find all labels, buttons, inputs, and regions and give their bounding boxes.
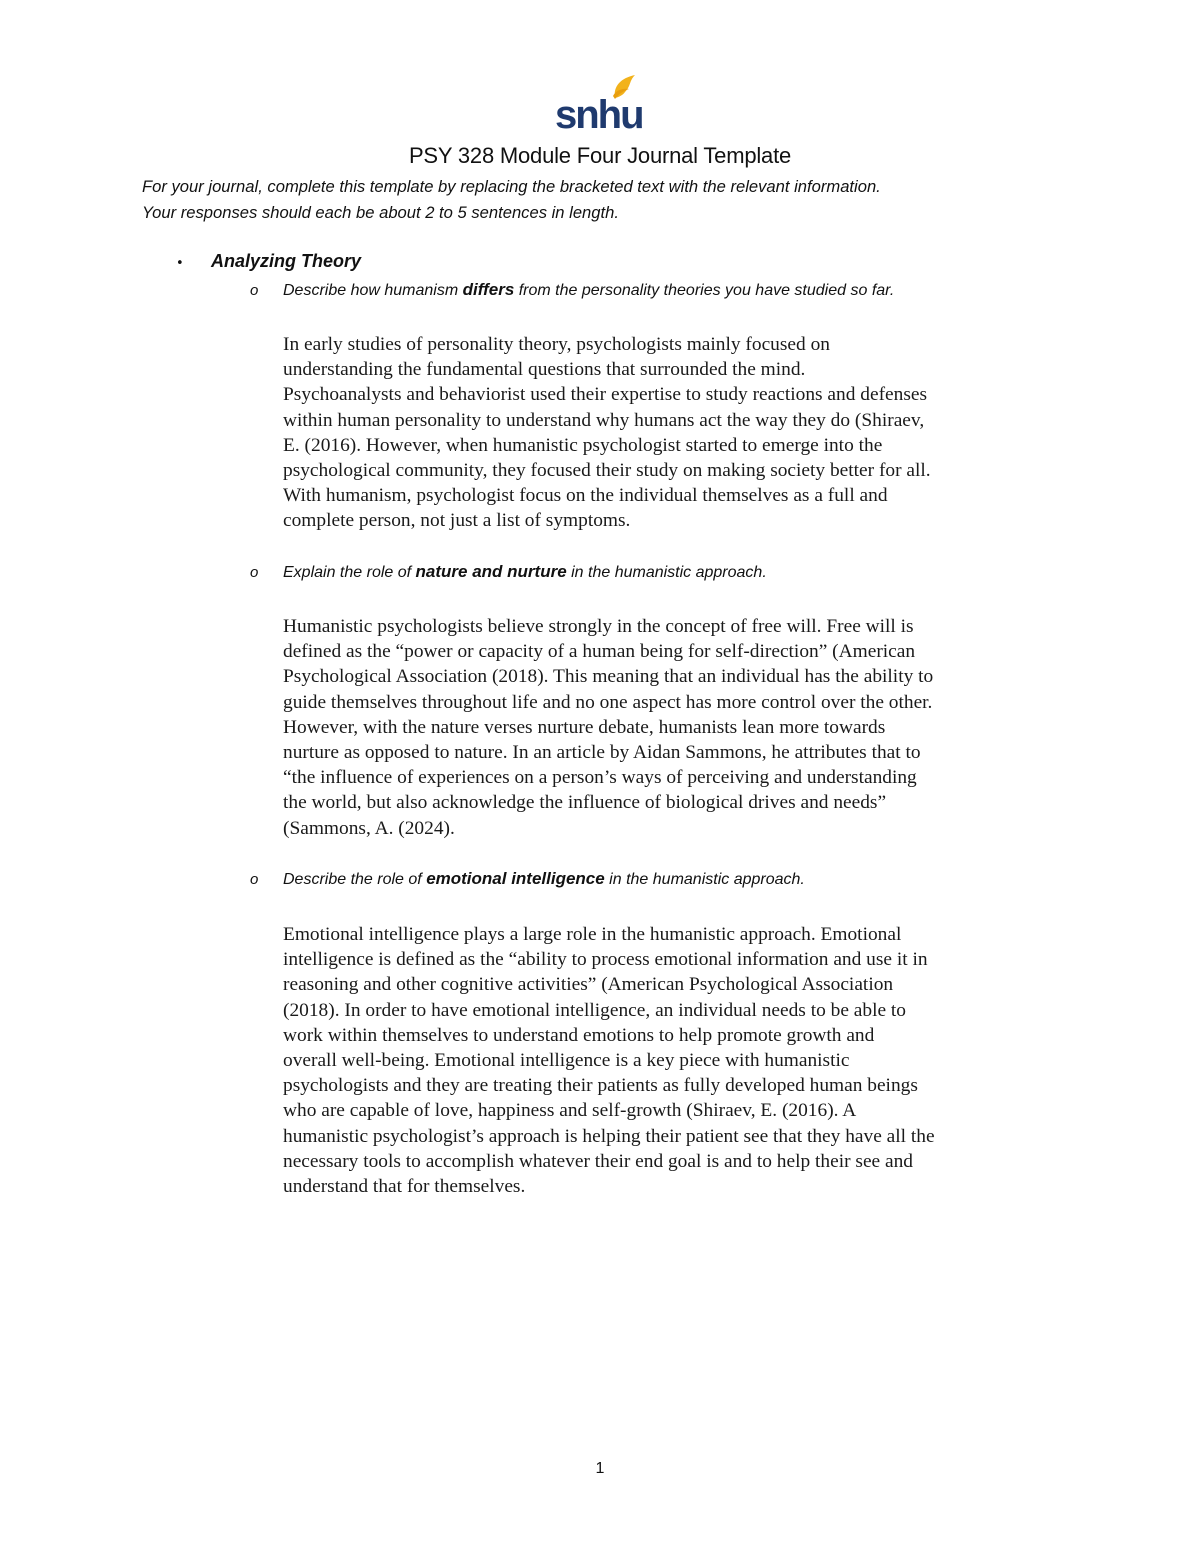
answer-line: In early studies of personality theory, psychologists mainly focused on — [283, 334, 830, 355]
bullet-icon: • — [176, 256, 184, 271]
question-text-bold: differs — [462, 280, 515, 299]
answer-line: nurture as opposed to nature. In an article by Aidan Sammons, he attributes that to — [283, 742, 921, 764]
answer-emotional-intelligence — [283, 922, 1073, 1199]
answer-line: (Sammons, A. (2024). — [283, 817, 455, 839]
answer-line: E. (2016). However, when humanistic psychologist started to emerge into the — [283, 434, 883, 456]
answer-line: “the influence of experiences on a person’s ways of perceiving and understanding — [283, 767, 917, 789]
answer-line: work within themselves to understand emotions to help promote growth and — [283, 1024, 875, 1046]
answer-line: humanistic psychologist’s approach is helping their patient see that they have all the — [283, 1125, 935, 1147]
answer-line: within human personality to understand why humans act the way they do (Shiraev, — [283, 409, 925, 431]
instructions-line-1: For your journal, complete this template by replacing the bracketed text with the relevant information. — [142, 177, 881, 196]
answer-line: psychologists and they are treating their patients as fully developed human beings — [283, 1075, 918, 1097]
question-text-pre: Describe the role of — [283, 871, 427, 888]
list-marker-icon: o — [250, 282, 259, 299]
answer-line: (2018). In order to have emotional intelligence, an individual needs to be able to — [283, 999, 906, 1021]
answer-nature-nurture — [283, 614, 1073, 841]
document-title: PSY 328 Module Four Journal Template — [408, 143, 792, 168]
question-text-post: from the personality theories you have studied so far. — [514, 282, 895, 299]
snhu-flame-logo-icon — [553, 72, 643, 134]
answer-line: reasoning and other cognitive activities” (American Psychological Association — [283, 974, 894, 996]
answer-line: understand that for themselves. — [283, 1176, 526, 1198]
answer-line: who are capable of love, happiness and self-growth (Shiraev, E. (2016). A — [283, 1100, 857, 1122]
answer-line: psychological community, they focused their study on making society better for all. — [283, 460, 931, 482]
answer-differs — [283, 332, 1073, 534]
question-text-pre: Explain the role of — [283, 564, 416, 581]
question-text-pre: Describe how humanism — [283, 282, 463, 299]
question-text-bold: emotional intelligence — [426, 869, 605, 888]
logo-wordmark: snhu — [555, 93, 643, 134]
instructions — [142, 174, 1072, 226]
page-number: 1 — [595, 1460, 605, 1477]
question-text-post: in the humanistic approach. — [604, 871, 805, 888]
question-nature-nurture — [250, 562, 767, 582]
list-marker-icon: o — [250, 564, 259, 581]
answer-line: defined as the “power or capacity of a human being for self-direction” (American — [283, 641, 916, 663]
answer-line: understanding the fundamental questions that surrounded the mind. — [283, 359, 806, 381]
answer-line: With humanism, psychologist focus on the individual themselves as a full and — [283, 485, 888, 507]
list-marker-icon: o — [250, 871, 259, 888]
question-text-post: in the humanistic approach. — [566, 564, 767, 581]
answer-line: overall well-being. Emotional intelligence is a key piece with humanistic — [283, 1050, 850, 1072]
section-heading: Analyzing Theory — [211, 251, 362, 271]
answer-line: intelligence is defined as the “ability to process emotional information and use it in — [283, 949, 928, 971]
question-emotional-intelligence — [250, 869, 805, 889]
answer-line: Psychological Association (2018). This meaning that an individual has the ability to — [283, 666, 934, 688]
answer-line: Emotional intelligence plays a large role in the humanistic approach. Emotional — [283, 924, 902, 945]
answer-line: complete person, not just a list of symptoms. — [283, 510, 631, 532]
answer-line: Humanistic psychologists believe strongly in the concept of free will. Free will is — [283, 616, 914, 637]
answer-line: Psychoanalysts and behaviorist used their expertise to study reactions and defenses — [283, 384, 928, 406]
answer-line: guide themselves throughout life and no one aspect has more control over the other. — [283, 691, 933, 713]
answer-line: necessary tools to accomplish whatever their end goal is and to help their see and — [283, 1150, 913, 1172]
instructions-line-2: Your responses should each be about 2 to 5 sentences in length. — [142, 203, 619, 222]
question-text-bold: nature and nurture — [415, 562, 567, 581]
answer-line: However, with the nature verses nurture debate, humanists lean more towards — [283, 716, 886, 738]
snhu-logo — [553, 72, 643, 134]
question-differs — [250, 280, 894, 300]
answer-line: the world, but also acknowledge the influence of biological drives and needs” — [283, 792, 887, 814]
